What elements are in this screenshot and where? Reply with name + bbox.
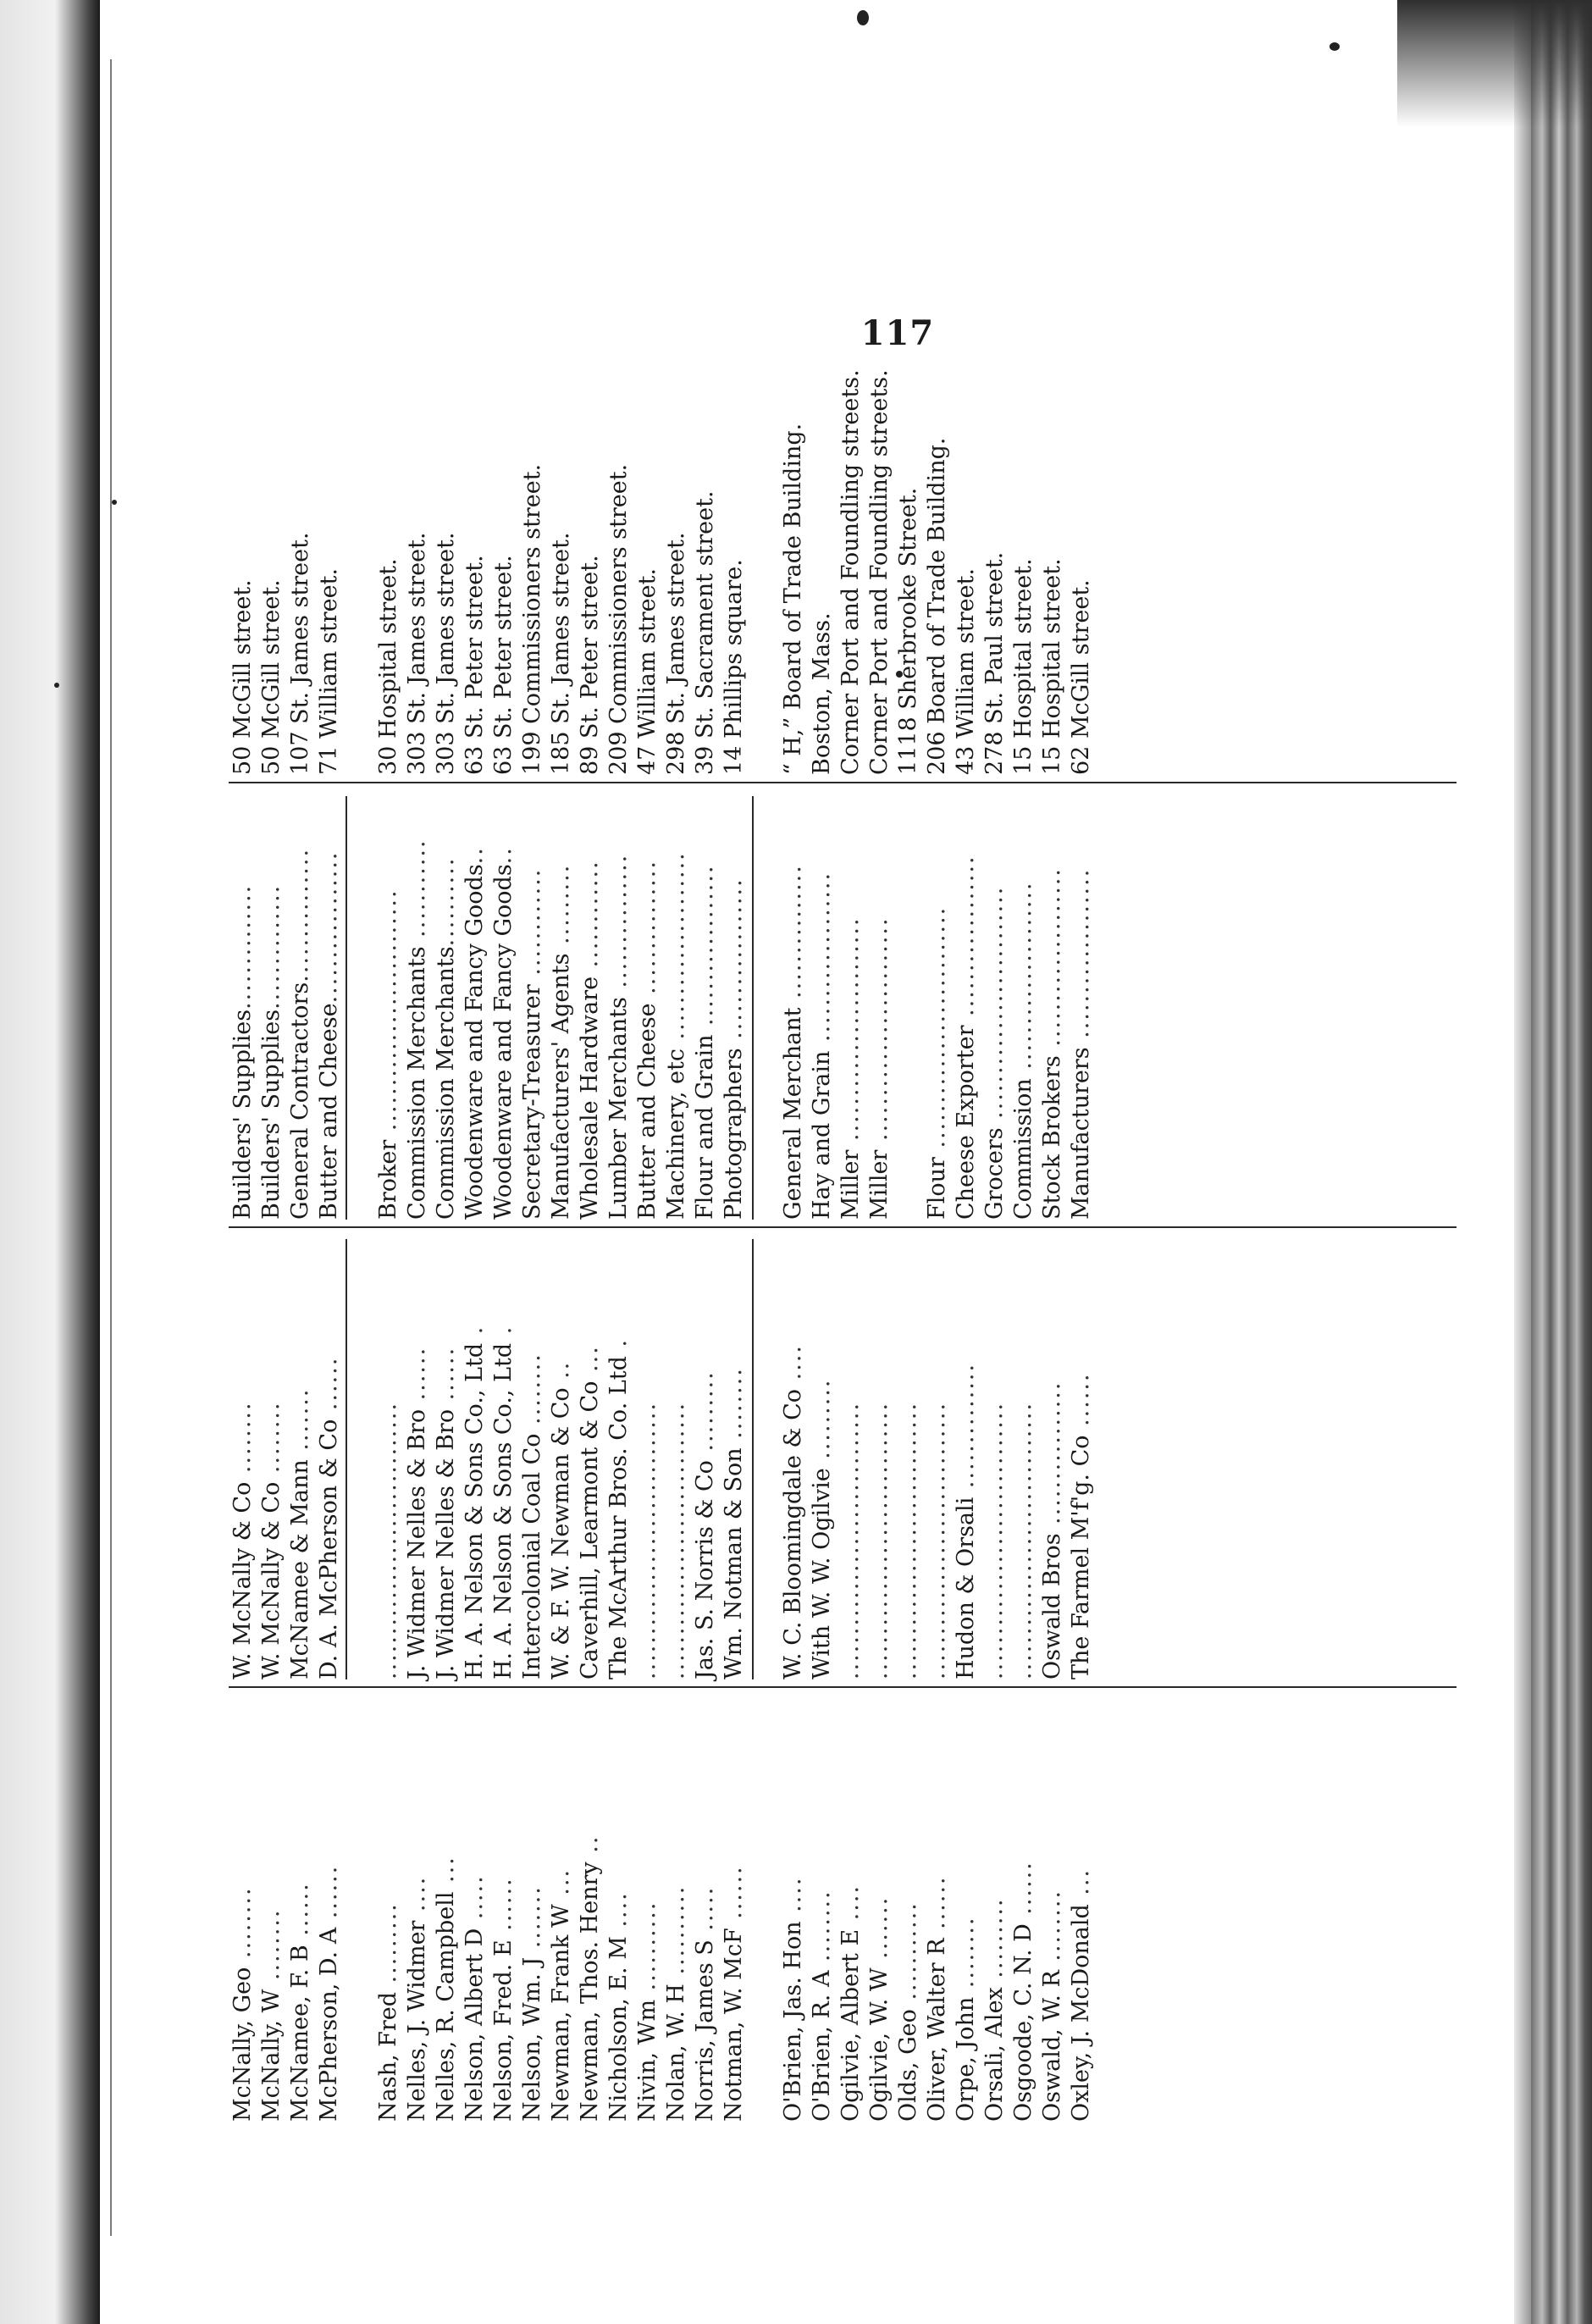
leader-dots: ........... — [895, 1901, 921, 2010]
person-name: Osgoode, C. N. D — [1010, 1923, 1036, 2122]
leader-dots: ................ — [1039, 1381, 1065, 1534]
leader-dots: ...... — [316, 1864, 342, 1928]
leader-dots: ...... — [490, 1877, 517, 1940]
table-row — [1067, 1698, 1096, 2122]
table-row — [808, 1239, 837, 1679]
leader-dots: ......... — [548, 863, 574, 954]
leader-dots: ...... — [721, 1865, 747, 1928]
leader-dots: ............................... — [895, 1401, 921, 1679]
business-type: Wholesale Hardware — [577, 976, 603, 1220]
business-type: General Contractors — [287, 982, 313, 1220]
table-row — [691, 1239, 720, 1679]
firm-name: J. Widmer Nelles & Bro — [404, 1408, 430, 1679]
leader-dots: .......... — [663, 1884, 689, 1984]
table-row — [286, 1698, 315, 2122]
address-column — [229, 47, 1096, 775]
page-shadow — [1514, 0, 1533, 2324]
leader-dots: ........ — [1039, 1889, 1065, 1971]
leader-dots: ............................... — [1010, 1401, 1036, 1679]
leader-dots: ......... — [981, 1897, 1008, 1988]
leader-dots: ..... — [462, 1874, 488, 1928]
table-row — [374, 796, 403, 1220]
person-name: Newman, Thos. Henry — [577, 1862, 603, 2122]
leader-dots: ..... — [692, 1885, 718, 1940]
person-name: Nolan, W. H — [663, 1984, 689, 2122]
leader-dots: . — [605, 1337, 632, 1357]
leader-dots: .. — [577, 1834, 603, 1862]
table-row — [1038, 796, 1067, 1220]
person-name: Oliver, Walter R — [924, 1938, 950, 2122]
person-name: Olds, Geo — [895, 2009, 921, 2122]
table-row — [547, 1239, 576, 1679]
address: 30 Hospital street. — [375, 558, 401, 775]
person-name: Nicholson, E. M — [605, 1936, 632, 2122]
business-type: Manufacturers — [1068, 1047, 1094, 1220]
leader-dots: ............... — [780, 864, 806, 1008]
person-name: Ogilvie, W. W — [866, 1967, 893, 2122]
leader-dots: .................. — [692, 864, 718, 1035]
address: 62 McGill street. — [1068, 579, 1094, 775]
business-type: Builders' Supplies — [258, 1009, 285, 1220]
business-type: Woodenware and Fancy Goods — [490, 864, 517, 1220]
leader-dots: ............... — [287, 847, 313, 982]
table-row — [633, 796, 662, 1220]
table-row — [808, 796, 837, 1220]
leader-dots: ... — [1068, 1868, 1094, 1905]
address: 298 St. James street. — [663, 532, 689, 775]
leader-dots: .................. — [953, 855, 979, 1026]
person-name: Orsali, Alex — [981, 1987, 1008, 2122]
leader-dots: .............. — [953, 1362, 979, 1497]
leader-dots: ....... — [866, 1895, 893, 1968]
table-row — [691, 1698, 720, 2122]
address: 63 St. Peter street. — [490, 555, 517, 775]
table-row — [633, 1239, 662, 1679]
business-type: Cheese Exporter — [953, 1025, 979, 1220]
scan-shadow — [1397, 0, 1592, 127]
address: Corner Port and Foundling streets. — [837, 369, 864, 775]
table-row — [315, 796, 344, 1220]
firm-name: H. A. Nelson & Sons Co., Ltd — [490, 1342, 517, 1679]
leader-dots: ........ — [519, 1353, 545, 1434]
person-name: McNally, Geo — [229, 1967, 256, 2122]
business-type: Flour and Grain — [692, 1034, 718, 1220]
leader-dots: ...... — [433, 1346, 459, 1409]
table-row — [662, 1698, 691, 2122]
business-type: Stock Brokers — [1039, 1055, 1065, 1220]
table-row — [229, 1698, 257, 2122]
leader-dots: .... — [605, 1891, 632, 1937]
table-row — [1009, 1239, 1038, 1679]
leader-dots: .............. — [258, 883, 285, 1010]
business-type: Commission Merchants — [433, 946, 459, 1220]
ink-speck — [54, 683, 59, 688]
table-row — [489, 796, 518, 1220]
leader-dots: .................... — [1039, 866, 1065, 1056]
table-row — [779, 1698, 808, 2122]
person-name: O'Brien, Jas. Hon — [780, 1921, 806, 2122]
leader-dots: ........................... — [375, 888, 401, 1140]
person-name: Nelles, J. Widmer — [404, 1920, 430, 2122]
table-row — [461, 796, 489, 1220]
person-name: Nelles, R. Campbell — [433, 1891, 459, 2122]
firm-name: Hudon & Orsali — [953, 1497, 979, 1679]
business-type: Grocers — [981, 1127, 1008, 1220]
leader-dots: ........ — [809, 1890, 835, 1971]
leader-dots: .... — [404, 1875, 430, 1921]
leader-dots: .................. — [721, 877, 747, 1049]
table-row — [518, 1239, 547, 1679]
leader-dots: .... — [837, 1884, 864, 1929]
firm-name: D. A. McPherson & Co — [316, 1419, 342, 1679]
table-row — [374, 1698, 403, 2122]
business-type: Machinery, etc — [663, 1049, 689, 1220]
leader-dots: ................. — [316, 850, 342, 1004]
table-row — [952, 1698, 981, 2122]
leader-dots: ............................... — [375, 1401, 401, 1679]
table-row — [923, 1239, 952, 1679]
table-row — [808, 1698, 837, 2122]
table-row — [518, 796, 547, 1220]
table-row — [403, 1239, 432, 1679]
column-rule — [229, 1686, 1457, 1688]
leader-dots: . — [462, 1325, 488, 1343]
business-type: Broker — [375, 1139, 401, 1220]
person-name: Newman, Frank W — [548, 1904, 574, 2122]
address: 15 Hospital street. — [1010, 558, 1036, 775]
table-row — [315, 1239, 344, 1679]
ink-speck — [857, 10, 869, 25]
address: 107 St. James street. — [287, 532, 313, 775]
firm-name: Jas. S. Norris & Co — [692, 1460, 718, 1679]
ink-speck — [112, 500, 117, 505]
leader-dots: ............................... — [981, 1401, 1008, 1679]
address: 185 St. James street. — [548, 532, 574, 775]
person-name: Nash, Fred — [375, 1991, 401, 2122]
table-row — [432, 1239, 461, 1679]
table-row — [1038, 1698, 1067, 2122]
table-row — [403, 796, 432, 1220]
business-type: Secretary-Treasurer — [519, 984, 545, 1220]
leader-dots: ...... — [316, 1356, 342, 1419]
table-row — [257, 1239, 286, 1679]
business-type: Woodenware and Fancy Goods — [462, 864, 488, 1220]
address: 209 Commissioners street. — [605, 463, 632, 775]
firm-name: McNamee & Mann — [287, 1459, 313, 1679]
leader-dots: ............................... — [924, 1401, 950, 1679]
firm-name: The McArthur Bros. Co. Ltd — [605, 1356, 632, 1679]
address: “ H,” Board of Trade Building. — [780, 423, 806, 775]
leader-dots: ....... — [287, 1387, 313, 1460]
leader-dots: ...... — [287, 1882, 313, 1945]
table-row — [837, 796, 865, 1220]
table-row — [547, 1698, 576, 2122]
address: 50 McGill street. — [229, 579, 256, 775]
leader-dots: ..................... — [663, 851, 689, 1049]
column-rule — [229, 782, 1457, 783]
address: 71 William street. — [316, 567, 342, 775]
firm-name: Caverhill, Learmont & Co — [577, 1381, 603, 1679]
leader-dots: .. — [548, 1360, 574, 1388]
address: 14 Phillips square. — [721, 559, 747, 775]
table-row — [981, 796, 1009, 1220]
leader-dots: ......... — [809, 1378, 835, 1469]
firm-name: W. & F. W. Newman & Co — [548, 1387, 574, 1679]
table-row — [981, 1698, 1009, 2122]
firm-name: W. McNally & Co — [229, 1481, 256, 1679]
leader-dots: ............ — [577, 860, 603, 977]
leader-dots: ......... — [375, 1902, 401, 1992]
table-row — [837, 1698, 865, 2122]
table-row — [605, 796, 633, 1220]
leader-dots: ................... — [1068, 867, 1094, 1048]
business-type: Builders' Supplies — [229, 1009, 256, 1220]
table-row — [720, 796, 749, 1220]
address: 63 St. Peter street. — [462, 555, 488, 775]
address: Corner Port and Foundling streets. — [866, 369, 893, 775]
table-row — [403, 1698, 432, 2122]
business-type: Lumber Merchants — [605, 997, 632, 1220]
leader-dots: ........ — [258, 1908, 285, 1989]
business-type: General Merchant — [780, 1007, 806, 1220]
business-type: Miller — [866, 1149, 893, 1220]
table-row — [229, 1239, 257, 1679]
person-name: Nivin, Wm — [634, 1999, 661, 2122]
leader-dots: .. — [462, 846, 488, 865]
table-row — [720, 1239, 749, 1679]
leader-dots: ............................... — [866, 1401, 893, 1679]
firm-name: Intercolonial Coal Co — [519, 1433, 545, 1679]
table-row — [1067, 796, 1096, 1220]
leader-dots: ........ — [721, 1367, 747, 1448]
table-row — [720, 1698, 749, 2122]
person-name: Oxley, J. McDonald — [1068, 1904, 1094, 2122]
table-row — [865, 796, 894, 1220]
leader-dots: ...... — [924, 1875, 950, 1939]
facing-page-edge — [0, 0, 100, 2324]
address: Boston, Mass. — [809, 612, 835, 775]
person-name: Oswald, W. R — [1039, 1970, 1065, 2122]
person-name: Nelson, Wm. J — [519, 1956, 545, 2122]
table-row — [374, 1239, 403, 1679]
table-row — [662, 796, 691, 1220]
table-row — [315, 1698, 344, 2122]
ink-speck — [1329, 42, 1340, 51]
firm-name: Oswald Bros — [1039, 1533, 1065, 1679]
person-name: Nelson, Albert D — [462, 1928, 488, 2122]
table-row — [489, 1239, 518, 1679]
leader-dots: ..................... — [1010, 881, 1036, 1079]
table-row — [691, 796, 720, 1220]
firm-name: The Farmel M'f'g. Co — [1068, 1435, 1094, 1679]
leader-dots: ... — [577, 1345, 603, 1381]
leader-dots: .......... — [634, 1901, 661, 2000]
table-row — [461, 1239, 489, 1679]
table-row — [286, 1239, 315, 1679]
business-type: Hay and Grain — [809, 1050, 835, 1220]
person-name: Norris, James S — [692, 1939, 718, 2122]
person-name: Orpe, John — [953, 1996, 979, 2122]
leader-dots: ........ — [229, 1886, 256, 1967]
address: 89 St. Peter street. — [577, 555, 603, 775]
address: 206 Board of Trade Building. — [924, 437, 950, 775]
leader-dots: ........ — [953, 1916, 979, 1997]
leader-dots: ... — [433, 1856, 459, 1892]
business-column — [229, 796, 1096, 1220]
leader-dots: ...... — [404, 1346, 430, 1409]
leader-dots: ......................... — [837, 916, 864, 1150]
business-type: Commission — [1010, 1078, 1036, 1220]
person-name: Notman, W. McF — [721, 1928, 747, 2122]
leader-dots: .... — [780, 1876, 806, 1922]
name-column — [229, 1698, 1096, 2122]
firm-name: W. McNally & Co — [258, 1481, 285, 1679]
firm-name: Wm. Notman & Son — [721, 1447, 747, 1679]
table-row — [576, 796, 605, 1220]
table-row — [633, 1698, 662, 2122]
leader-dots: ............................... — [663, 1401, 689, 1679]
directory-table — [229, 369, 1457, 2122]
business-type: Miller — [837, 1149, 864, 1220]
person-name: McNamee, F. B — [287, 1945, 313, 2122]
table-row — [257, 1698, 286, 2122]
business-type: Photographers — [721, 1048, 747, 1220]
table-row — [605, 1698, 633, 2122]
address: 47 William street. — [634, 567, 661, 775]
firm-name: H. A. Nelson & Sons Co., Ltd — [462, 1342, 488, 1679]
leader-dots: ......... — [692, 1370, 718, 1461]
firm-name: J. Widmer Nelles & Bro — [433, 1408, 459, 1679]
table-row — [1038, 1239, 1067, 1679]
column-rule — [229, 1226, 1457, 1228]
table-row — [547, 796, 576, 1220]
address: 15 Hospital street. — [1039, 558, 1065, 775]
leader-dots: .............. — [229, 883, 256, 1010]
table-row — [229, 796, 257, 1220]
business-type: Commission Merchants — [404, 946, 430, 1220]
page-number: 117 — [860, 313, 935, 353]
firm-column — [229, 1239, 1096, 1679]
table-row — [952, 1239, 981, 1679]
table-row — [923, 1698, 952, 2122]
address: 1118 Sherbrooke Street. — [895, 487, 921, 775]
leader-dots: ... — [548, 1868, 574, 1905]
leader-dots: ......................... — [866, 916, 893, 1150]
table-row — [1009, 1698, 1038, 2122]
leader-dots: ............................... — [634, 1401, 661, 1679]
firm-name: W. C. Bloomingdale & Co — [780, 1388, 806, 1679]
business-type: Butter and Cheese — [316, 1003, 342, 1220]
table-row — [837, 1239, 865, 1679]
leader-dots: ............... — [605, 853, 632, 998]
leader-dots: ............ — [519, 867, 545, 985]
table-row — [779, 1239, 808, 1679]
business-type: Flour — [924, 1157, 950, 1220]
table-row — [662, 1239, 691, 1679]
address: 303 St. James street. — [433, 532, 459, 775]
address: 278 St. Paul street. — [981, 551, 1008, 775]
table-row — [894, 796, 923, 1220]
leader-dots: .......... — [433, 856, 459, 947]
leader-dots: .... — [780, 1344, 806, 1389]
gutter-line — [110, 59, 112, 2236]
address: 39 St. Sacrament street. — [692, 490, 718, 775]
table-row — [1009, 796, 1038, 1220]
leader-dots: . — [490, 1325, 517, 1343]
address: 43 William street. — [953, 567, 979, 775]
table-row — [952, 796, 981, 1220]
table-row — [518, 1698, 547, 2122]
table-row — [981, 1239, 1009, 1679]
address: 199 Commissioners street. — [519, 463, 545, 775]
table-row — [286, 796, 315, 1220]
leader-dots: ........ — [258, 1401, 285, 1482]
table-row — [257, 796, 286, 1220]
table-row — [432, 796, 461, 1220]
leader-dots: ........... — [404, 838, 430, 947]
leader-dots: ............... — [634, 860, 661, 1004]
person-name: McNally, W — [258, 1989, 285, 2122]
person-name: Ogilvie, Albert E — [837, 1928, 864, 2122]
address: 303 St. James street. — [404, 532, 430, 775]
table-row — [432, 1698, 461, 2122]
leader-dots: ........................... — [924, 905, 950, 1158]
table-row — [894, 1239, 923, 1679]
leader-dots: .. — [490, 846, 517, 865]
business-type: Butter and Cheese — [634, 1003, 661, 1220]
person-name: Nelson, Fred. E — [490, 1939, 517, 2122]
table-row — [923, 796, 952, 1220]
leader-dots: .......................... — [981, 885, 1008, 1128]
leader-dots: ....... — [519, 1885, 545, 1957]
leader-dots: ........ — [229, 1401, 256, 1482]
leader-dots: ............................... — [837, 1401, 864, 1679]
table-row — [576, 1239, 605, 1679]
leader-dots: ................... — [809, 871, 835, 1051]
leader-dots: ...... — [1010, 1861, 1036, 1924]
business-type: Manufacturers' Agents — [548, 953, 574, 1220]
table-row — [576, 1698, 605, 2122]
table-row — [894, 1698, 923, 2122]
table-row — [865, 1239, 894, 1679]
table-row — [1067, 1239, 1096, 1679]
table-row — [461, 1698, 489, 2122]
table-row — [865, 1698, 894, 2122]
person-name: McPherson, D. A — [316, 1927, 342, 2122]
person-name: O'Brien, R. A — [809, 1970, 835, 2122]
table-row — [779, 796, 808, 1220]
book-fore-edge — [1531, 0, 1592, 2324]
address: 50 McGill street. — [258, 579, 285, 775]
firm-name: With W. W. Ogilvie — [809, 1468, 835, 1679]
table-row — [489, 1698, 518, 2122]
leader-dots: ...... — [1068, 1372, 1094, 1436]
table-row — [605, 1239, 633, 1679]
